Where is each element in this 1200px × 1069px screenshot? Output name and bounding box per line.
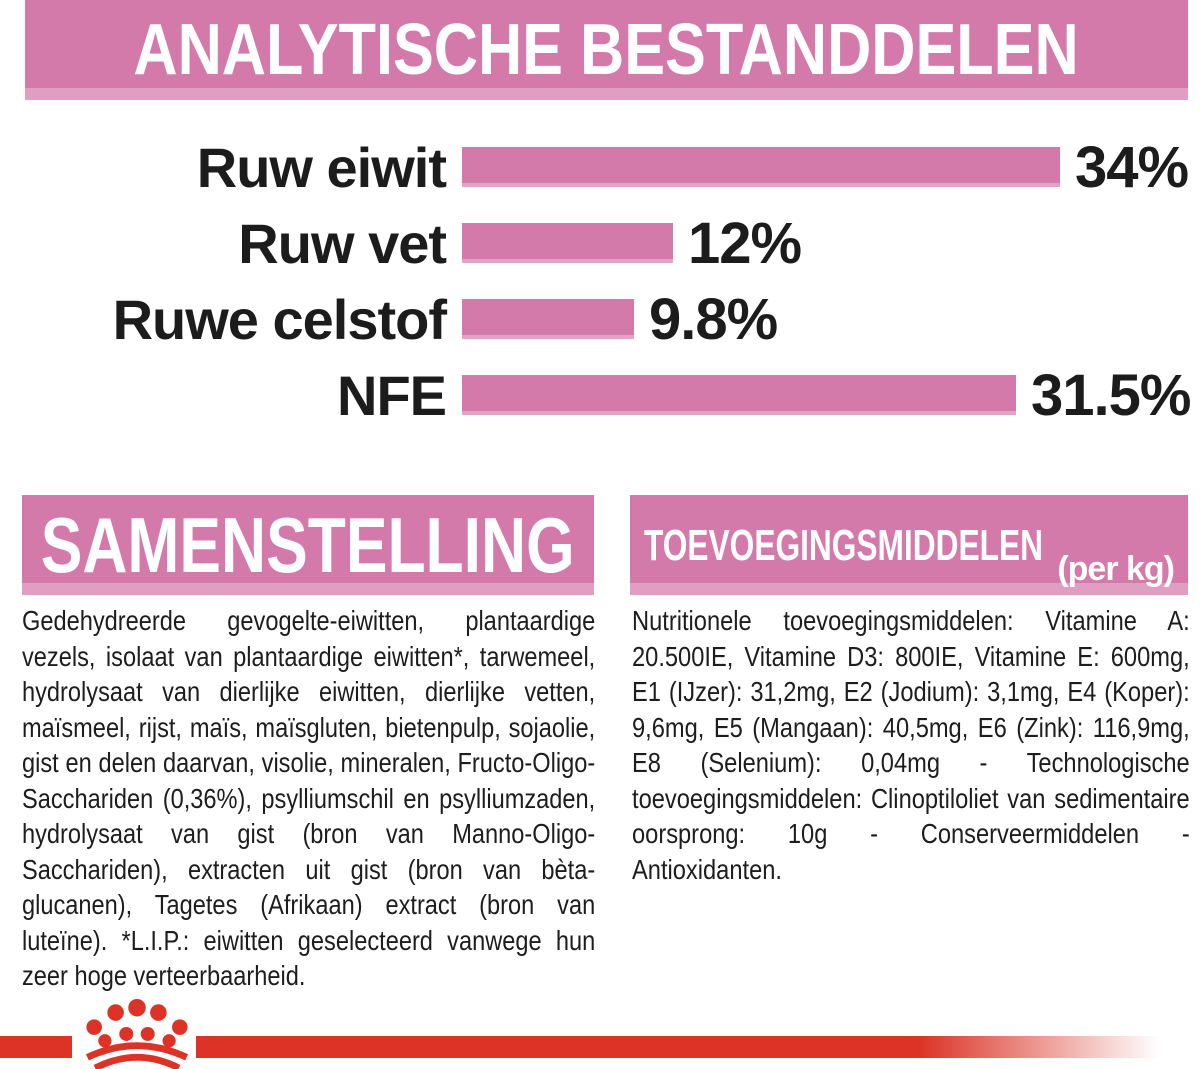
chart-row-label: NFE xyxy=(337,363,446,427)
chart-row-value: 12% xyxy=(688,210,802,276)
additives-header-bar xyxy=(630,495,1188,595)
chart-row-value: 34% xyxy=(1075,134,1189,200)
chart-row-label: Ruw eiwit xyxy=(196,135,446,199)
composition-body: Gedehydreerde gevogelte-eiwitten, plantaardige vezels, isolaat van plantaardige eiwitten*, tarwemeel, hydrolysaat van dierlijke eiwitten, dierlijke vetten, maïsmeel, rijst, maïs, maïsgluten, bietenpulp, sojaolie, gist en delen daarvan, visolie, mineralen, Fructo-Oligo-Sacchariden (0,36%), psylliumschil en psylliumzaden, hydrolysaat van gist (bron van Manno-Oligo-Sacchariden), extracten uit gist (bron van bèta-glucanen), Tagetes (Afrikaan) extract (bron van luteïne). *L.I.P.: eiwitten geselecteerd vanwege hun zeer hoge verteerbaarheid. xyxy=(22,605,596,991)
chart-row xyxy=(0,281,1200,357)
chart-row-value: 9.8% xyxy=(649,286,778,352)
chart-row-label: Ruwe celstof xyxy=(112,287,446,351)
footer-red-stripe-right xyxy=(196,1036,1200,1058)
footer-red-stripe-left xyxy=(0,1036,72,1058)
analytical-header-bar xyxy=(25,0,1188,100)
chart-row-label: Ruw vet xyxy=(238,211,446,275)
analytical-title: ANALYTISCHE BESTANDDELEN xyxy=(133,10,1080,90)
chart-row xyxy=(0,129,1200,205)
additives-title: TOEVOEGINGSMIDDELEN xyxy=(644,521,1043,570)
additives-body: Nutritionele toevoegingsmiddelen: Vitamine A: 20.500IE, Vitamine D3: 800IE, Vitamine E: 600mg, E1 (IJzer): 31,2mg, E2 (Jodium): 3,1mg, E4 (Koper): 9,6mg, E5 (Mangaan): 40,5mg, E6 (Zink): 116,9mg, E8 (Selenium): 0,04mg - Technologische toevoegingsmiddelen: Clinoptiloliet van sedimentaire oorsprong: 10g - Conserveermiddelen - Antioxidanten. xyxy=(632,605,1190,885)
additives-subtitle: (per kg) xyxy=(1057,550,1174,588)
composition-header-bar xyxy=(22,495,594,595)
chart-bar xyxy=(462,147,1060,187)
chart-bar xyxy=(462,299,634,339)
chart-bar xyxy=(462,223,673,263)
composition-title: SAMENSTELLING xyxy=(41,500,575,589)
analytical-bar-chart xyxy=(0,129,1200,433)
chart-row xyxy=(0,205,1200,281)
chart-row xyxy=(0,357,1200,433)
chart-row-value: 31.5% xyxy=(1031,362,1191,428)
royal-canin-crown-logo-icon xyxy=(66,997,208,1069)
chart-bar xyxy=(462,375,1016,415)
